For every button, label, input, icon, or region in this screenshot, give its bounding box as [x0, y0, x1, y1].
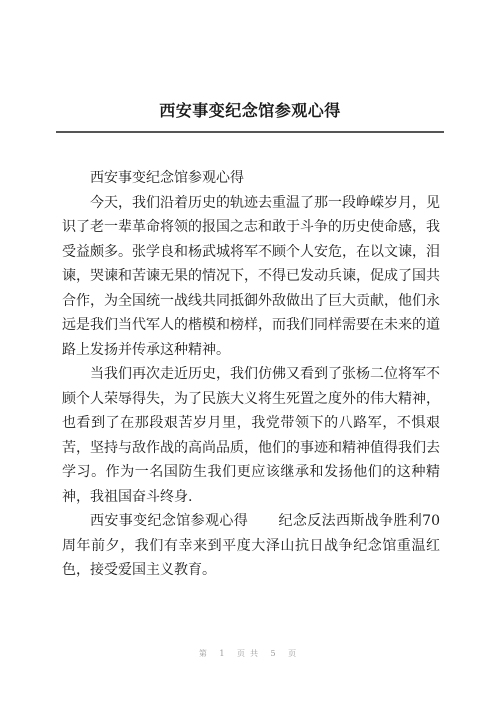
body-subheading: 西安事变纪念馆参观心得 [90, 170, 244, 186]
body-paragraph-3 [62, 509, 440, 583]
document-body [62, 166, 440, 583]
body-paragraph-2: 当我们再次走近历史，我们仿佛又看到了张杨二位将军不顾个人荣辱得失，为了民族大义将生死置之度外的伟大精神，也看到了在那段艰苦岁月里，我党带领下的八路军，不惧艰苦，坚持与敌作战的高尚品质，他们的事迹和精神值得我们去学习。作为一名国防生我们更应该继承和发扬他们的这种精神，我祖国奋斗终身. [62, 366, 440, 505]
paragraph-3-lead: 西安事变纪念馆参观心得 [90, 513, 249, 529]
page-number-footer: 第 1 页共 5 页 [198, 649, 302, 658]
body-paragraph-1: 今天，我们沿着历史的轨迹去重温了那一段峥嵘岁月，见识了老一辈革命将领的报国之志和敢于斗争的历史使命感，我受益颇多。张学良和杨武城将军不顾个人安危，在以文谏，泪谏，哭谏和苦谏无果的情况下，不得已发动兵谏，促成了国共合作，为全国统一战线共同抵御外敌做出了巨大贡献，他们永远是我们当代军人的楷模和榜样，而我们同样需要在未来的道路上发扬并传承这种精神。 [62, 194, 440, 358]
document-title: 西安事变纪念馆参观心得 [159, 101, 341, 120]
paragraph-3-rest: 纪念反法西斯战争胜利70周年前夕，我们有幸来到平度大泽山抗日战争纪念馆重温红色，接受爱国主义教育。 [62, 513, 440, 578]
title-divider [56, 131, 444, 133]
